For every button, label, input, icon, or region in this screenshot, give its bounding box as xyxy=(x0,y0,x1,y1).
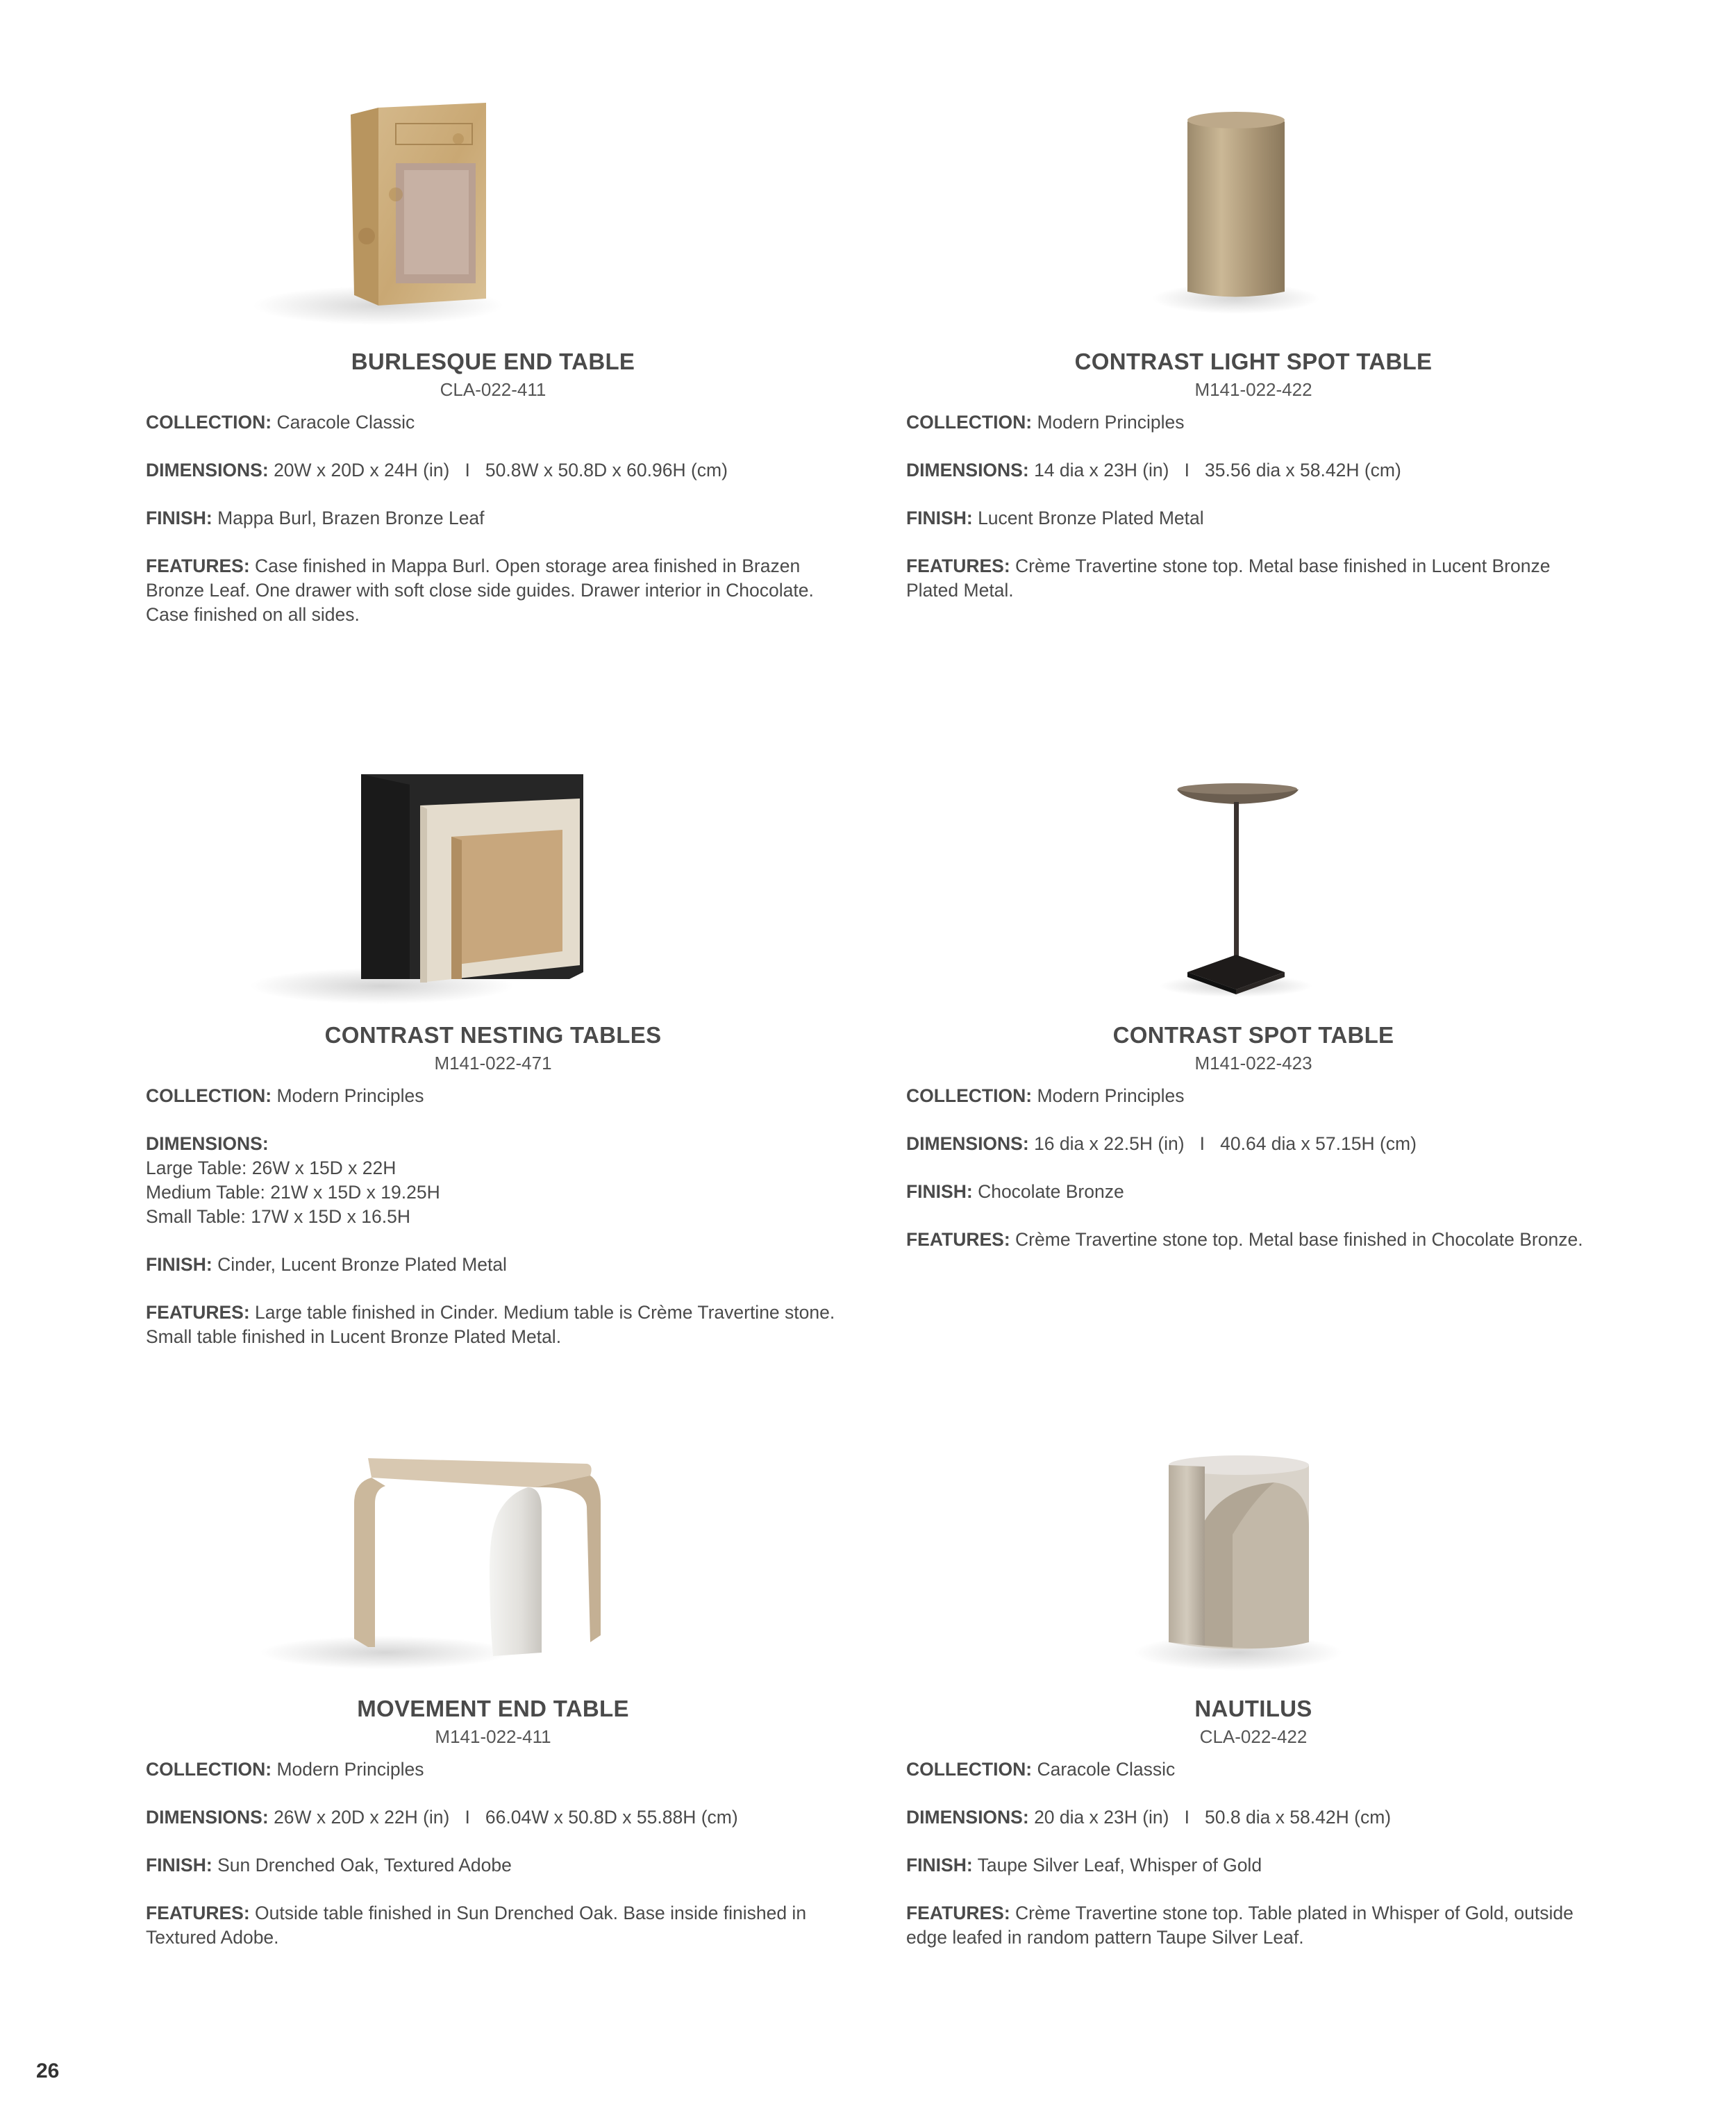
features-line xyxy=(146,1301,840,1349)
product-title: CONTRAST NESTING TABLES xyxy=(324,1022,662,1048)
collection-line xyxy=(906,410,1601,435)
collection-value: Modern Principles xyxy=(1037,412,1185,433)
collection-label: COLLECTION: xyxy=(906,412,1033,433)
collection-line xyxy=(906,1757,1601,1782)
finish-line xyxy=(146,1853,840,1878)
dimensions-value: 16 dia x 22.5H (in) I 40.64 dia x 57.15H (cm) xyxy=(1034,1133,1417,1154)
features-value: Crème Travertine stone top. Metal base finished in Lucent Bronze Plated Metal. xyxy=(906,555,1551,601)
dimensions-line xyxy=(906,1805,1601,1830)
features-value: Large table finished in Cinder. Medium table is Crème Travertine stone. Small table finished in Lucent Bronze Plated Metal. xyxy=(146,1302,835,1347)
product-contrast-light-spot-table xyxy=(906,97,1601,603)
features-label: FEATURES: xyxy=(906,1229,1010,1250)
dimensions-line xyxy=(906,458,1601,483)
finish-value: Taupe Silver Leaf, Whisper of Gold xyxy=(977,1855,1262,1875)
features-label: FEATURES: xyxy=(906,1903,1010,1923)
dimensions-block xyxy=(146,1132,840,1229)
product-title: BURLESQUE END TABLE xyxy=(351,349,635,374)
finish-line xyxy=(906,1180,1601,1204)
product-sku: M141-022-471 xyxy=(434,1053,552,1073)
collection-line xyxy=(146,1084,840,1108)
product-title: CONTRAST SPOT TABLE xyxy=(1112,1022,1394,1048)
product-sku: CLA-022-422 xyxy=(1199,1726,1308,1747)
dimensions-label: DIMENSIONS: xyxy=(906,460,1029,481)
features-value: Case finished in Mappa Burl. Open storage area finished in Brazen Bronze Leaf. One drawer with soft close side guides. Drawer interior in Chocolate. Case finished on all sides. xyxy=(146,555,814,625)
collection-label: COLLECTION: xyxy=(146,1085,272,1106)
features-line xyxy=(906,1228,1601,1252)
features-value: Crème Travertine stone top. Metal base finished in Chocolate Bronze. xyxy=(1015,1229,1583,1250)
collection-label: COLLECTION: xyxy=(146,412,272,433)
finish-label: FINISH: xyxy=(146,508,212,528)
dimensions-line xyxy=(146,1805,840,1830)
features-label: FEATURES: xyxy=(146,1903,250,1923)
dimensions-label: DIMENSIONS: xyxy=(906,1807,1029,1828)
product-sku: M141-022-423 xyxy=(1194,1053,1312,1073)
page-number: 26 xyxy=(36,2060,60,2082)
collection-line xyxy=(146,1757,840,1782)
dimensions-label: DIMENSIONS: xyxy=(146,1807,269,1828)
collection-line xyxy=(146,410,840,435)
finish-value: Sun Drenched Oak, Textured Adobe xyxy=(217,1855,512,1875)
features-label: FEATURES: xyxy=(146,1302,250,1323)
collection-value: Modern Principles xyxy=(276,1759,424,1780)
finish-line xyxy=(146,1253,840,1277)
finish-line xyxy=(906,506,1601,530)
features-line xyxy=(146,1901,840,1950)
dimensions-value: 14 dia x 23H (in) I 35.56 dia x 58.42H (cm) xyxy=(1034,460,1401,481)
finish-label: FINISH: xyxy=(906,1855,973,1875)
dimensions-label: DIMENSIONS: xyxy=(146,460,269,481)
product-title: NAUTILUS xyxy=(1194,1696,1312,1721)
product-title: CONTRAST LIGHT SPOT TABLE xyxy=(1074,349,1433,374)
features-line xyxy=(906,554,1601,603)
product-contrast-nesting-tables xyxy=(146,771,840,1349)
product-image-contrast-light-spot xyxy=(906,97,1601,333)
finish-value: Lucent Bronze Plated Metal xyxy=(978,508,1204,528)
features-line xyxy=(146,554,840,627)
collection-label: COLLECTION: xyxy=(906,1759,1033,1780)
dimensions-value: 20 dia x 23H (in) I 50.8 dia x 58.42H (cm) xyxy=(1034,1807,1392,1828)
dimensions-value: 26W x 20D x 22H (in) I 66.04W x 50.8D x 55.88H (cm) xyxy=(274,1807,738,1828)
dimensions-label: DIMENSIONS: xyxy=(146,1133,269,1154)
finish-value: Mappa Burl, Brazen Bronze Leaf xyxy=(217,508,485,528)
dimensions-large: Large Table: 26W x 15D x 22H xyxy=(146,1158,397,1178)
product-movement-end-table xyxy=(146,1444,840,1950)
finish-line xyxy=(906,1853,1601,1878)
collection-label: COLLECTION: xyxy=(906,1085,1033,1106)
features-label: FEATURES: xyxy=(146,555,250,576)
product-image-movement xyxy=(146,1444,840,1680)
product-sku: M141-022-422 xyxy=(1194,379,1312,400)
dimensions-line xyxy=(146,458,840,483)
features-label: FEATURES: xyxy=(906,555,1010,576)
collection-value: Caracole Classic xyxy=(1037,1759,1176,1780)
product-image-contrast-spot xyxy=(906,771,1601,1007)
product-image-nautilus xyxy=(906,1444,1601,1680)
product-image-contrast-nesting xyxy=(146,771,840,1007)
features-value: Crème Travertine stone top. Table plated in Whisper of Gold, outside edge leafed in random pattern Taupe Silver Leaf. xyxy=(906,1903,1574,1948)
product-burlesque-end-table xyxy=(146,97,840,627)
product-sku: CLA-022-411 xyxy=(440,379,546,400)
product-sku: M141-022-411 xyxy=(435,1726,551,1747)
dimensions-small: Small Table: 17W x 15D x 16.5H xyxy=(146,1206,410,1227)
collection-value: Modern Principles xyxy=(1037,1085,1185,1106)
collection-line xyxy=(906,1084,1601,1108)
dimensions-line xyxy=(906,1132,1601,1156)
features-value: Outside table finished in Sun Drenched Oak. Base inside finished in Textured Adobe. xyxy=(146,1903,807,1948)
finish-label: FINISH: xyxy=(906,1181,973,1202)
finish-value: Chocolate Bronze xyxy=(978,1181,1124,1202)
collection-value: Modern Principles xyxy=(276,1085,424,1106)
dimensions-medium: Medium Table: 21W x 15D x 19.25H xyxy=(146,1182,440,1203)
features-line xyxy=(906,1901,1601,1950)
collection-value: Caracole Classic xyxy=(276,412,415,433)
product-image-burlesque xyxy=(146,97,840,333)
collection-label: COLLECTION: xyxy=(146,1759,272,1780)
finish-value: Cinder, Lucent Bronze Plated Metal xyxy=(217,1254,507,1275)
finish-label: FINISH: xyxy=(146,1254,212,1275)
dimensions-value: 20W x 20D x 24H (in) I 50.8W x 50.8D x 60.96H (cm) xyxy=(274,460,728,481)
finish-label: FINISH: xyxy=(906,508,973,528)
dimensions-label: DIMENSIONS: xyxy=(906,1133,1029,1154)
product-contrast-spot-table xyxy=(906,771,1601,1252)
finish-label: FINISH: xyxy=(146,1855,212,1875)
finish-line xyxy=(146,506,840,530)
product-nautilus xyxy=(906,1444,1601,1950)
product-title: MOVEMENT END TABLE xyxy=(357,1696,629,1721)
